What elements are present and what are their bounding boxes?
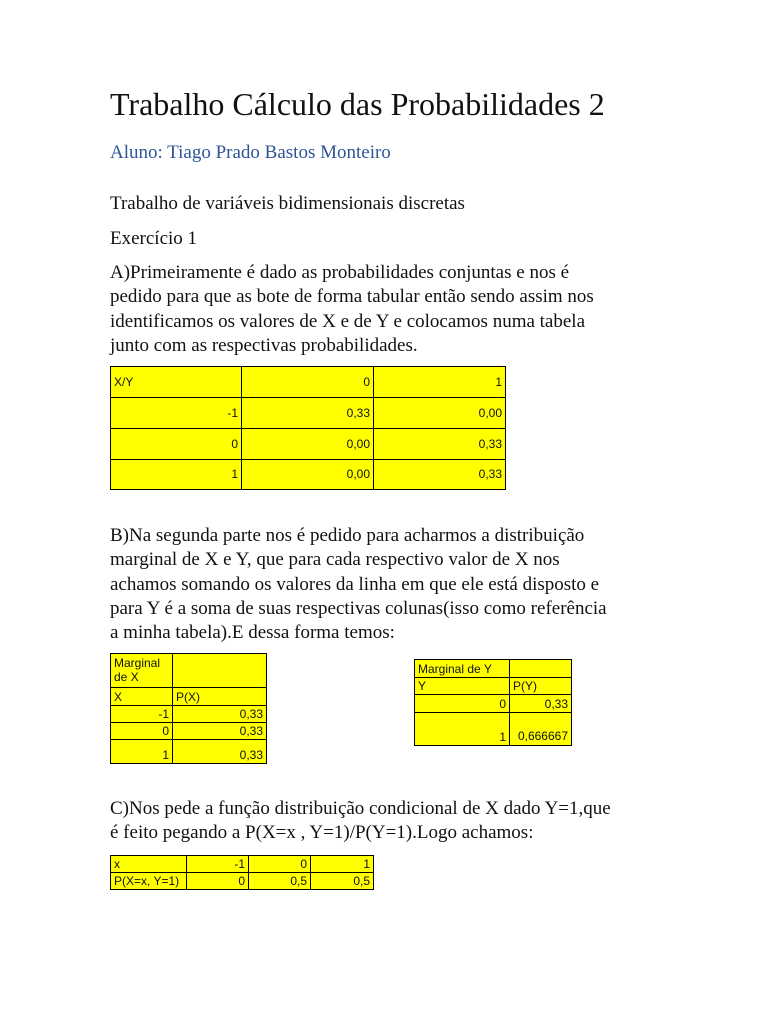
joint-probability-table	[110, 366, 506, 490]
table-cell: 0,33	[173, 740, 267, 764]
marginal-y-table	[414, 659, 572, 746]
table-cell: x	[111, 856, 187, 873]
paragraph-line: A)Primeiramente é dado as probabilidades conjuntas e nos é	[110, 262, 570, 283]
conditional-distribution-table	[110, 855, 374, 890]
table-row	[111, 398, 506, 429]
table-cell: 1	[311, 856, 374, 873]
table-cell: 1	[415, 713, 510, 746]
paragraph-line: C)Nos pede a função distribuição condicional de X dado Y=1,que	[110, 798, 611, 819]
table-row	[111, 873, 374, 890]
table-row	[111, 429, 506, 460]
table-cell: 1	[111, 740, 173, 764]
table-row	[111, 740, 267, 764]
table-cell: -1	[187, 856, 249, 873]
table-cell: 0,33	[173, 723, 267, 740]
table-cell: 0,666667	[510, 713, 572, 746]
table-header-row	[111, 367, 506, 398]
part-c-paragraph	[110, 797, 670, 846]
paragraph-line: pedido para que as bote de forma tabular então sendo assim nos	[110, 286, 594, 308]
table-cell: Marginal de Y	[415, 660, 510, 678]
paragraph-line: marginal de X e Y, que para cada respectivo valor de X nos	[110, 549, 560, 571]
marginal-x-table	[110, 653, 267, 764]
section-subtitle: Trabalho de variáveis bidimensionais discretas	[110, 193, 465, 214]
table-cell: 0,33	[374, 460, 506, 490]
table-cell: 0,5	[249, 873, 311, 890]
table-cell: X/Y	[111, 367, 242, 398]
table-cell: P(X)	[173, 688, 267, 706]
table-row	[111, 460, 506, 490]
table-title-row	[111, 654, 267, 688]
table-cell: 0,5	[311, 873, 374, 890]
table-row	[111, 706, 267, 723]
paragraph-line: a minha tabela).E dessa forma temos:	[110, 622, 395, 644]
table-cell: 0	[111, 723, 173, 740]
paragraph-line: para Y é a soma de suas respectivas colunas(isso como referência	[110, 597, 607, 619]
table-row	[111, 723, 267, 740]
paragraph-line: junto com as respectivas probabilidades.	[110, 334, 418, 356]
table-cell: -1	[111, 706, 173, 723]
table-cell: 0	[242, 367, 374, 398]
table-cell: 0	[111, 429, 242, 460]
table-cell: 0	[187, 873, 249, 890]
table-cell: 0,33	[242, 398, 374, 429]
part-b-paragraph	[110, 524, 670, 645]
table-cell	[510, 660, 572, 678]
table-row	[415, 695, 572, 713]
table-cell: 0,00	[242, 429, 374, 460]
table-cell: 0,33	[173, 706, 267, 723]
table-cell: 0,33	[510, 695, 572, 713]
exercise-heading: Exercício 1	[110, 228, 198, 249]
table-cell: Y	[415, 678, 510, 695]
table-cell: 0,00	[374, 398, 506, 429]
table-cell: 1	[374, 367, 506, 398]
paragraph-line: é feito pegando a P(X=x , Y=1)/P(Y=1).Logo achamos:	[110, 822, 534, 844]
table-cell: P(Y)	[510, 678, 572, 695]
table-header-row	[415, 678, 572, 695]
paragraph-line: achamos somando os valores da linha em que ele está disposto e	[110, 573, 600, 595]
table-row	[415, 713, 572, 746]
table-cell	[173, 654, 267, 688]
table-cell: -1	[111, 398, 242, 429]
table-cell: 0,33	[374, 429, 506, 460]
author-line: Aluno: Tiago Prado Bastos Monteiro	[110, 142, 391, 163]
table-cell: X	[111, 688, 173, 706]
table-cell: 0	[249, 856, 311, 873]
document-title: Trabalho Cálculo das Probabilidades 2	[110, 86, 605, 122]
paragraph-line: identificamos os valores de X e de Y e colocamos numa tabela	[110, 310, 586, 332]
table-title-row	[415, 660, 572, 678]
table-header-row	[111, 688, 267, 706]
table-cell: Marginal de X	[111, 654, 173, 688]
table-cell: P(X=x, Y=1)	[111, 873, 187, 890]
table-cell: 0	[415, 695, 510, 713]
paragraph-line: B)Na segunda parte nos é pedido para acharmos a distribuição	[110, 525, 585, 546]
table-cell: 1	[111, 460, 242, 490]
part-a-paragraph	[110, 261, 670, 358]
table-cell: 0,00	[242, 460, 374, 490]
table-row	[111, 856, 374, 873]
